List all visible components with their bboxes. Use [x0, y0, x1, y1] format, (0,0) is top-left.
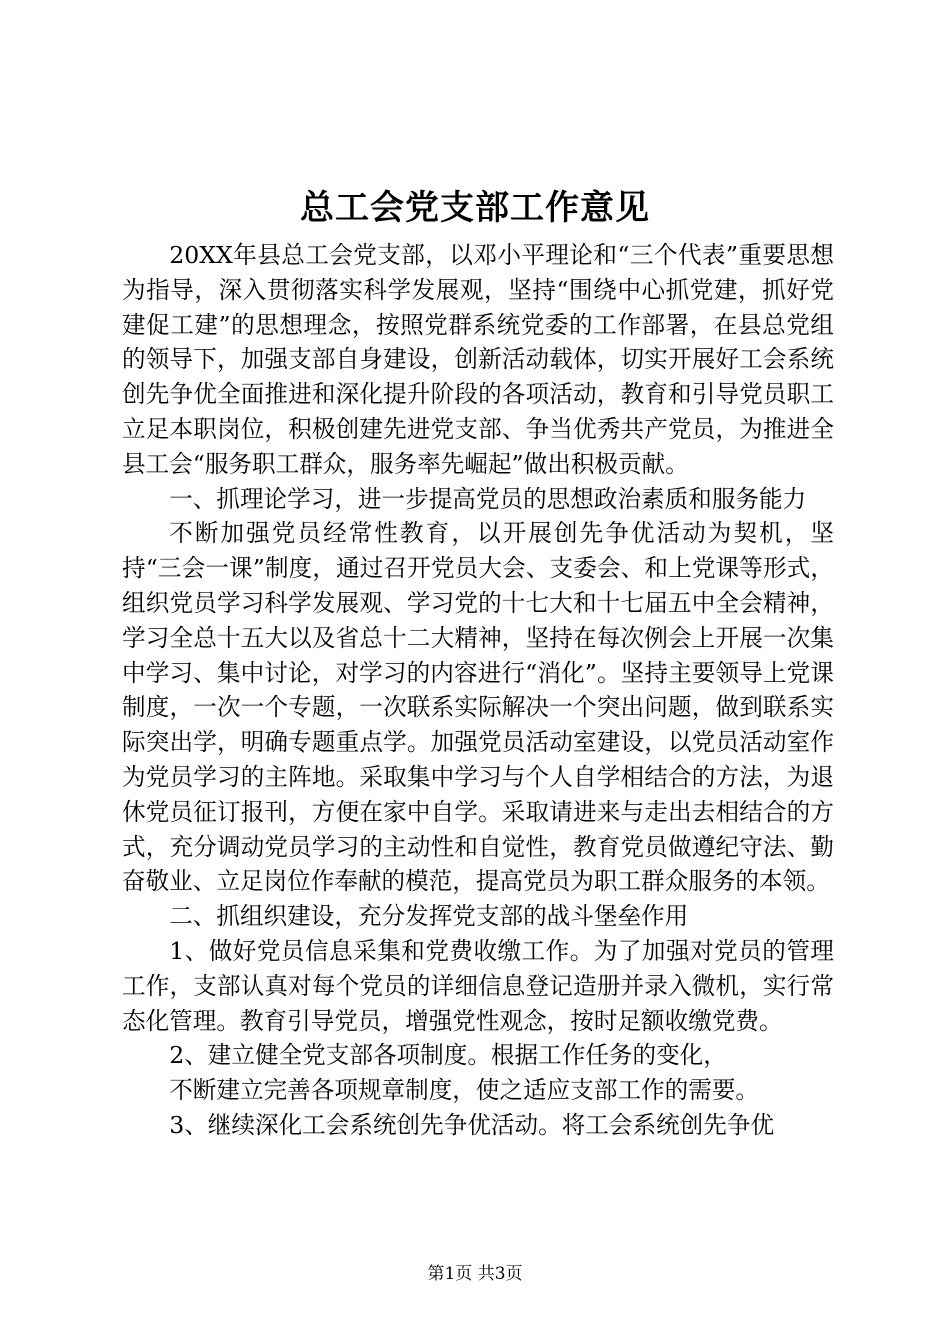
item-1-paragraph: 1、做好党员信息采集和党费收缴工作。为了加强对党员的管理工作，支部认真对每个党员的详细信息登记造册并录入微机，实行常态化管理。教育引导党员，增强党性观念，按时足额收缴党费。 [122, 936, 834, 1035]
item-3-paragraph: 3、继续深化工会系统创先争优活动。将工会系统创先争优 [169, 1110, 775, 1139]
section-heading-2: 二、抓组织建设，充分发挥党支部的战斗堡垒作用 [169, 902, 689, 931]
document-title: 总工会党支部工作意见 [300, 188, 650, 228]
item-2-paragraph: 2、建立健全党支部各项制度。根据工作任务的变化， [169, 1041, 727, 1070]
section-heading-1: 一、抓理论学习，进一步提高党员的思想政治素质和服务能力 [169, 484, 807, 513]
section-1-paragraph: 不断加强党员经常性教育，以开展创先争优活动为契机，坚持“三会一课”制度，通过召开党员大会、支委会、和上党课等形式，组织党员学习科学发展观、学习党的十七大和十七届五中全会精神，学习全总十五大以及省总十二大精神，坚持在每次例会上开展一次集中学习、集中讨论，对学习的内容进行“消化”。坚持主要领导上党课制度，一次一个专题，一次联系实际解决一个突出问题，做到联系实际突出学，明确专题重点学。加强党员活动室建设，以党员活动室作为党员学习的主阵地。采取集中学习与个人自学相结合的方法，为退休党员征订报刊，方便在家中自学。采取请进来与走出去相结合的方式，充分调动党员学习的主动性和自觉性，教育党员做遵纪守法、勤奋敬业、立足岗位作奉献的模范，提高党员为职工群众服务的本领。 [122, 519, 834, 896]
intro-paragraph: 20XX年县总工会党支部，以邓小平理论和“三个代表”重要思想为指导，深入贯彻落实科学发展观，坚持“围绕中心抓党建，抓好党建促工建”的思想理念，按照党群系统党委的工作部署，在县总党组的领导下，加强支部自身建设，创新活动载体，切实开展好工会系统创先争优全面推进和深化提升阶段的各项活动，教育和引导党员职工立足本职岗位，积极创建先进党支部、争当优秀共产党员，为推进全县工会“服务职工群众，服务率先崛起”做出积极贡献。 [122, 241, 834, 478]
document-body [122, 238, 834, 1143]
page-indicator: 第1页 共3页 [427, 1264, 523, 1284]
item-2-continuation: 不断建立完善各项规章制度，使之适应支部工作的需要。 [169, 1076, 760, 1105]
